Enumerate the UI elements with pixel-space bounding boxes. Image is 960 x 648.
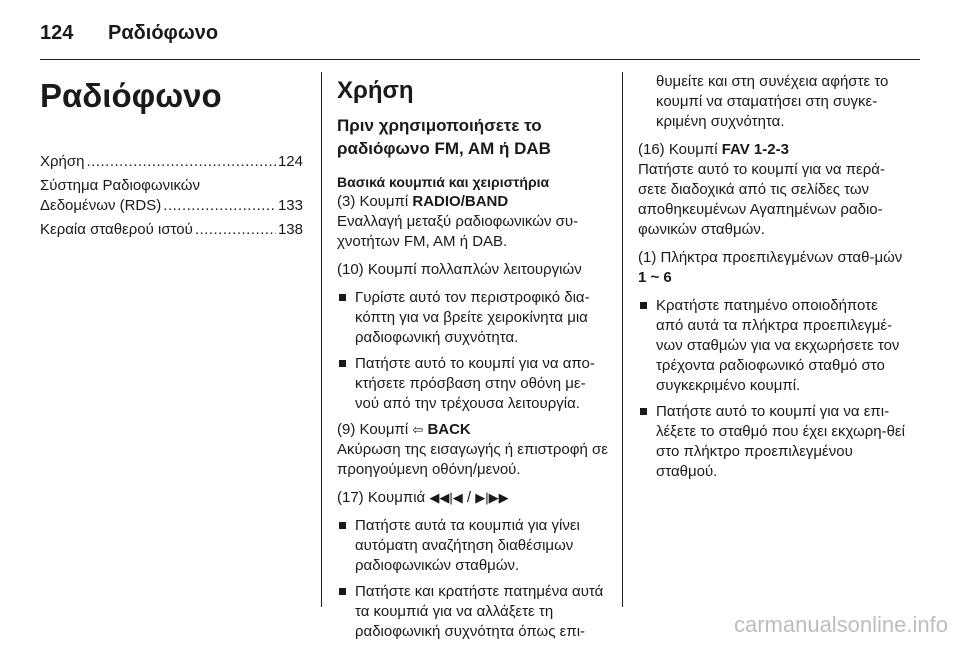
list-item: Γυρίστε αυτό τον περιστροφικό δια-κόπτη για να βρείτε χειροκίνητα μια ραδιοφωνική συχνότητα. xyxy=(337,288,609,348)
header-rule xyxy=(40,59,920,60)
toc-label-line1: Σύστημα Ραδιοφωνικών xyxy=(40,177,200,194)
preset-label: 1 ~ 6 xyxy=(638,269,672,286)
toc-leader-dots xyxy=(163,196,276,216)
radio-band-label: RADIO/BAND xyxy=(412,193,509,210)
back-label: BACK xyxy=(427,421,471,438)
toc-leader-dots xyxy=(86,152,275,172)
toc-entry-usage[interactable] xyxy=(40,152,303,172)
table-of-contents xyxy=(40,152,303,240)
fav-prefix: (16) Κουμπί xyxy=(638,141,722,158)
list-item: Κρατήστε πατημένο οποιοδήποτε από αυτά τα πλήκτρα προεπιλεγμέ-νων σταθμών για να εκχωρήσετε τον τρέχοντα ραδιοφωνικό σταθμό στο συγκεκριμένο κουμπί. xyxy=(638,296,906,396)
toc-entry-antenna[interactable] xyxy=(40,220,303,240)
fav-label: FAV 1-2-3 xyxy=(721,141,789,158)
column-main xyxy=(337,72,609,648)
subsection-title: Πριν χρησιμοποιήσετε το ραδιόφωνο FM, AM ή DAB xyxy=(337,116,551,158)
radio-band-prefix: (3) Κουμπί xyxy=(337,193,413,210)
column-right xyxy=(638,72,906,488)
radio-band-desc: Εναλλαγή μεταξύ ραδιοφωνικών συ-χνοτήτων FM, AM ή DAB. xyxy=(337,213,579,250)
toc-label: Κεραία σταθερού ιστού xyxy=(40,221,193,238)
toc-label: Χρήση xyxy=(40,153,85,170)
toc-page: 124 xyxy=(277,153,303,170)
column-divider-1 xyxy=(321,72,322,607)
preset-line xyxy=(638,248,906,288)
page-header xyxy=(0,0,960,60)
preset-prefix: (1) Πλήκτρα προεπιλεγμένων σταθ-μών xyxy=(638,249,903,266)
seek-line xyxy=(337,488,609,508)
back-arrow-icon: ⇦ xyxy=(412,422,424,437)
list-item: Πατήστε αυτό το κουμπί για να επι-λέξετε το σταθμό που έχει εκχωρη-θεί στο πλήκτρο προεπιλεγμένου σταθμού. xyxy=(638,402,906,482)
list-item: Πατήστε αυτά τα κουμπιά για γίνει αυτόματη αναζήτηση διαθέσιμων ραδιοφωνικών σταθμών. xyxy=(337,516,609,576)
seek-separator: / xyxy=(462,489,476,506)
back-line xyxy=(337,420,609,440)
toc-page: 138 xyxy=(277,221,303,238)
toc-page: 133 xyxy=(277,197,303,214)
header-title: Ραδιόφωνο xyxy=(108,22,219,44)
seek-forward-icon: ▶|▶▶ xyxy=(475,490,509,505)
column-toc xyxy=(40,72,303,244)
toc-entry-rds[interactable] xyxy=(40,176,303,216)
back-desc: Ακύρωση της εισαγωγής ή επιστροφή σε προηγούμενη οθόνη/μενού. xyxy=(337,441,608,478)
radio-band-line xyxy=(337,192,609,212)
subheading: Βασικά κουμπιά και χειριστήρια xyxy=(337,174,550,190)
continuation-text: θυμείτε και στη συνέχεια αφήστε το κουμπί να σταματήσει στη συγκε-κριμένη συχνότητα. xyxy=(656,73,889,130)
toc-leader-dots xyxy=(195,220,276,240)
toc-line xyxy=(40,196,303,216)
chapter-title: Ραδιόφωνο xyxy=(40,77,222,114)
toc-label: Δεδομένων (RDS) xyxy=(40,197,162,214)
list-item: Πατήστε και κρατήστε πατημένα αυτά τα κουμπιά για να αλλάξετε τη ραδιοφωνική συχνότητα όπως επι- xyxy=(337,582,609,642)
list-item: Πατήστε αυτό το κουμπί για να απο-κτήσετε πρόσβαση στην οθόνη με-νού από την τρέχουσα λειτουργία. xyxy=(337,354,609,414)
seek-back-icon: ◀◀|◀ xyxy=(429,490,463,505)
column-divider-2 xyxy=(622,72,623,607)
watermark: carmanualsonline.info xyxy=(733,612,948,637)
back-prefix: (9) Κουμπί xyxy=(337,421,413,438)
fav-desc: Πατήστε αυτό το κουμπί για να περά-σετε διαδοχικά από τις σελίδες των αποθηκευμένων Αγαπημένων ραδιο-φωνικών σταθμών. xyxy=(638,161,885,238)
section-title: Χρήση xyxy=(337,77,414,104)
seek-prefix: (17) Κουμπιά xyxy=(337,489,430,506)
page-number: 124 xyxy=(40,22,74,44)
fav-line xyxy=(638,140,906,160)
multi-knob-label: (10) Κουμπί πολλαπλών λειτουργιών xyxy=(337,261,582,278)
